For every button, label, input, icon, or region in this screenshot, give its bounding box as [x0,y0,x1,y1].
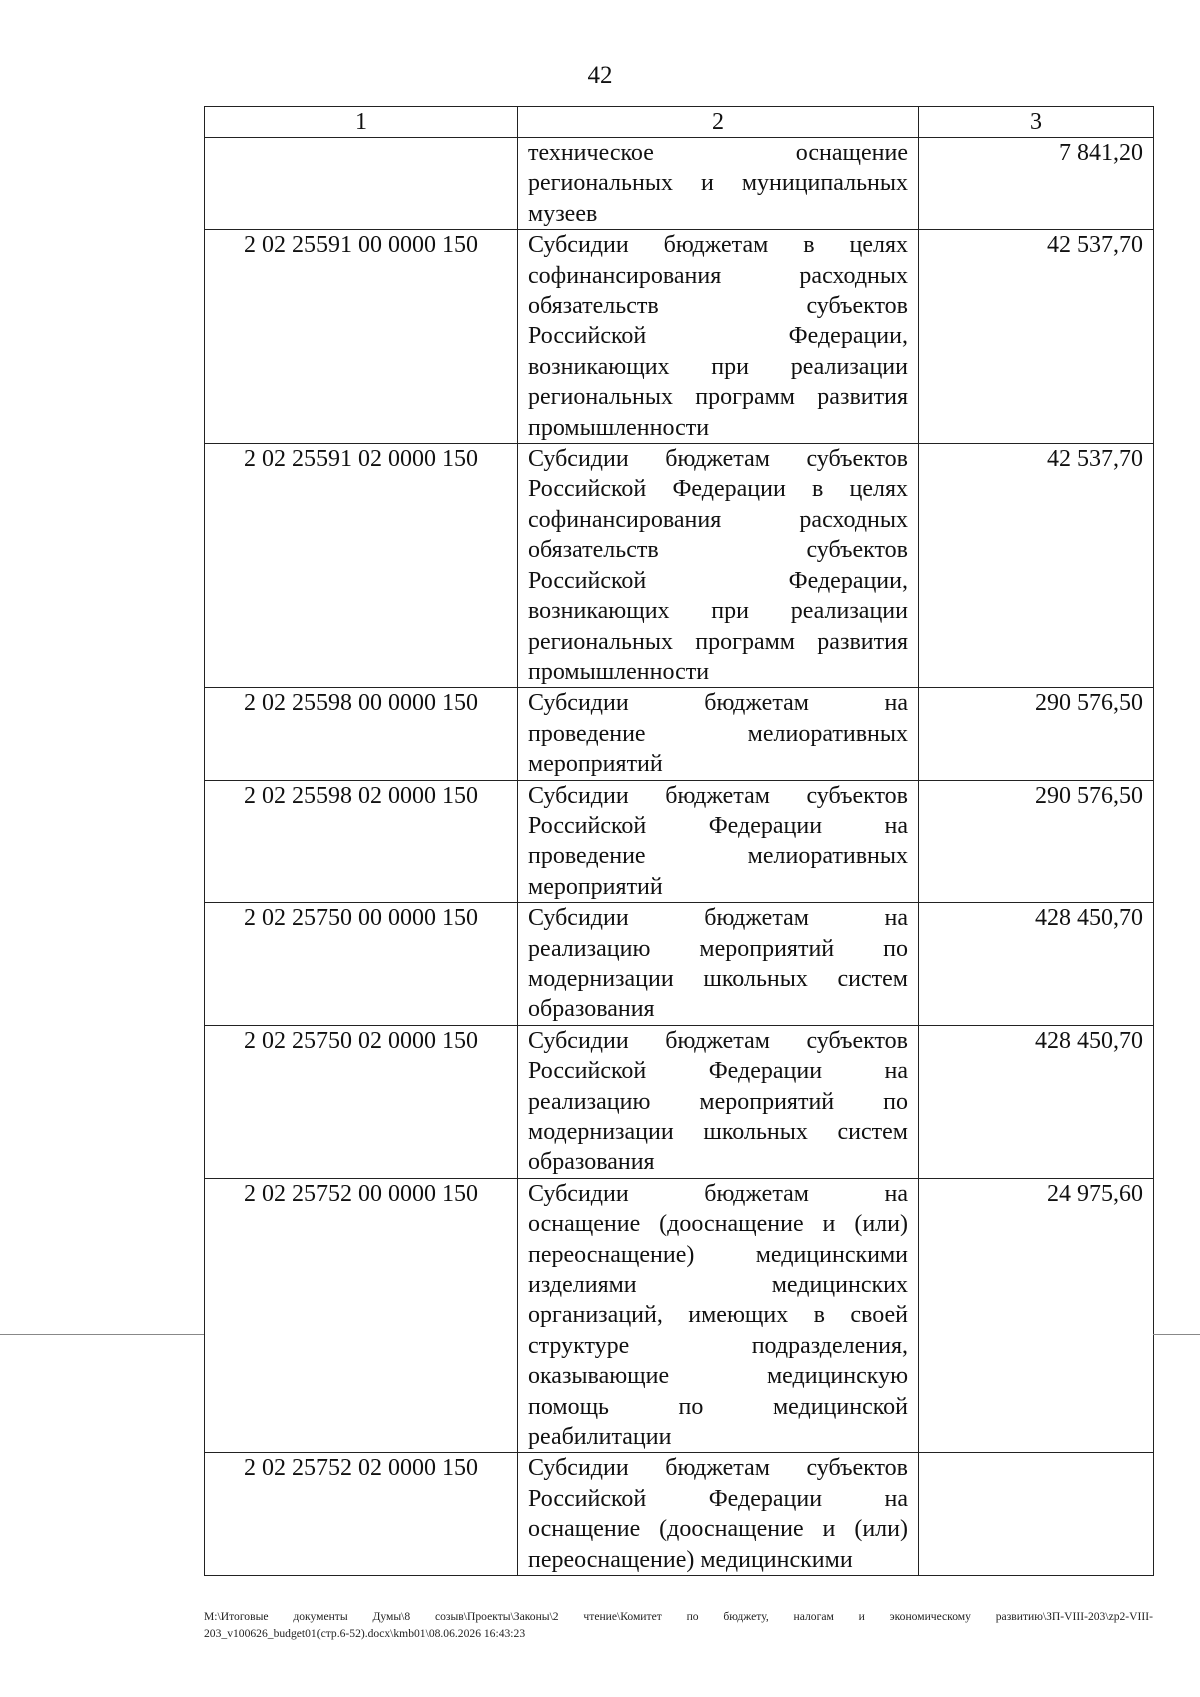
scan-artifact-line [1153,1334,1200,1335]
description-line: техническое оснащение [528,140,908,166]
description-line: софинансирования расходных [528,506,908,533]
budget-code-cell: 2 02 25598 00 0000 150 [205,688,518,780]
description-cell [518,688,919,780]
description-line: мероприятий [528,751,663,778]
description-line: Российской Федерации, [528,323,908,350]
description-line: помощь по медицинской [528,1393,908,1420]
description-line: структуре подразделения, [528,1332,908,1359]
table-row [205,1453,1154,1576]
description-line: промышленности [528,414,710,441]
description-line: региональных программ развития [528,628,908,655]
description-cell [518,1025,919,1178]
budget-code-cell: 2 02 25750 00 0000 150 [205,903,518,1026]
description-line: Российской Федерации на [528,812,908,839]
table-row [205,444,1154,688]
description-line: проведение мелиоративных [528,720,908,747]
amount-cell: 42 537,70 [919,444,1154,688]
amount-cell: 290 576,50 [919,688,1154,780]
amount-cell: 428 450,70 [919,1025,1154,1178]
description-cell [518,780,919,903]
description-cell [518,1178,919,1453]
budget-code-cell: 2 02 25598 02 0000 150 [205,780,518,903]
description-line: региональных программ развития [528,384,908,411]
table-row [205,1025,1154,1178]
column-header-2: 2 [518,107,919,138]
description-line: Субсидии бюджетам на [528,1180,908,1207]
description-line: оснащение (дооснащение и (или) [528,1516,908,1543]
budget-code-cell: 2 02 25752 00 0000 150 [205,1178,518,1453]
description-line: Субсидии бюджетам субъектов [528,782,908,809]
amount-cell: 7 841,20 [919,138,1154,230]
description-line: Российской Федерации в целях [528,476,908,503]
description-line: музеев [528,200,598,227]
budget-code-cell: 2 02 25752 02 0000 150 [205,1453,518,1576]
description-line: софинансирования расходных [528,262,908,289]
column-header-3: 3 [919,107,1154,138]
amount-cell [919,1453,1154,1576]
budget-table [204,106,1154,1576]
description-line: Российской Федерации на [528,1485,908,1512]
description-cell [518,903,919,1026]
amount-cell: 428 450,70 [919,903,1154,1026]
description-line: реабилитации [528,1424,672,1451]
budget-code-cell: 2 02 25750 02 0000 150 [205,1025,518,1178]
description-line: обязательств субъектов [528,537,908,564]
description-line: Российской Федерации, [528,567,908,594]
description-line: обязательств субъектов [528,293,908,320]
description-line: модернизации школьных систем [528,1119,908,1145]
description-line: образования [528,996,655,1023]
description-line: промышленности [528,658,710,685]
description-line: Субсидии бюджетам субъектов [528,1027,908,1054]
description-line: реализацию мероприятий по [528,935,908,962]
description-line: Субсидии бюджетам в целях [528,232,908,259]
description-cell [518,1453,919,1576]
description-line: мероприятий [528,873,663,900]
footer-line-2: 203_v100626_budget01(стр.6-52).docx\kmb01\08.06.2026 16:43:23 [204,1627,526,1640]
description-line: образования [528,1149,655,1176]
budget-code-cell: 2 02 25591 02 0000 150 [205,444,518,688]
description-line: организаций, имеющих в своей [528,1302,908,1329]
description-line: возникающих при реализации [528,353,908,380]
description-line: Субсидии бюджетам на [528,690,908,717]
description-line: изделиями медицинских [528,1272,908,1299]
description-line: переоснащение) медицинскими [528,1241,908,1268]
budget-code-cell: 2 02 25591 00 0000 150 [205,230,518,444]
table-body [205,138,1154,1576]
description-line: модернизации школьных систем [528,965,908,992]
description-cell [518,444,919,688]
table-header [205,107,1154,138]
budget-code-cell [205,138,518,230]
table-row [205,1178,1154,1453]
column-header-1: 1 [205,107,518,138]
table-row [205,230,1154,444]
file-path-footer [204,1608,1153,1642]
description-cell [518,138,919,230]
description-line: Субсидии бюджетам субъектов [528,1455,908,1482]
description-line: реализацию мероприятий по [528,1088,908,1115]
scan-artifact-line [0,1334,204,1335]
page-number: 42 [587,62,613,89]
description-line: возникающих при реализации [528,598,908,625]
footer-line-1: М:\Итоговые документы Думы\8 созыв\Проекты\Законы\2 чтение\Комитет по бюджету, налогам и экономическому развитию\ЗП-VIII-203\zp2-VIII- [204,1610,1153,1623]
description-line: оказывающие медицинскую [528,1363,908,1390]
description-line: Субсидии бюджетам субъектов [528,446,908,473]
description-line: региональных и муниципальных [528,170,908,197]
description-line: Российской Федерации на [528,1058,908,1085]
description-line: оснащение (дооснащение и (или) [528,1211,908,1238]
table-row [205,138,1154,230]
description-cell [518,230,919,444]
description-line: переоснащение) медицинскими [528,1546,853,1573]
amount-cell: 42 537,70 [919,230,1154,444]
amount-cell: 24 975,60 [919,1178,1154,1453]
description-line: проведение мелиоративных [528,843,908,870]
table-row [205,780,1154,903]
table-row [205,903,1154,1026]
table-row [205,688,1154,780]
amount-cell: 290 576,50 [919,780,1154,903]
description-line: Субсидии бюджетам на [528,905,908,932]
